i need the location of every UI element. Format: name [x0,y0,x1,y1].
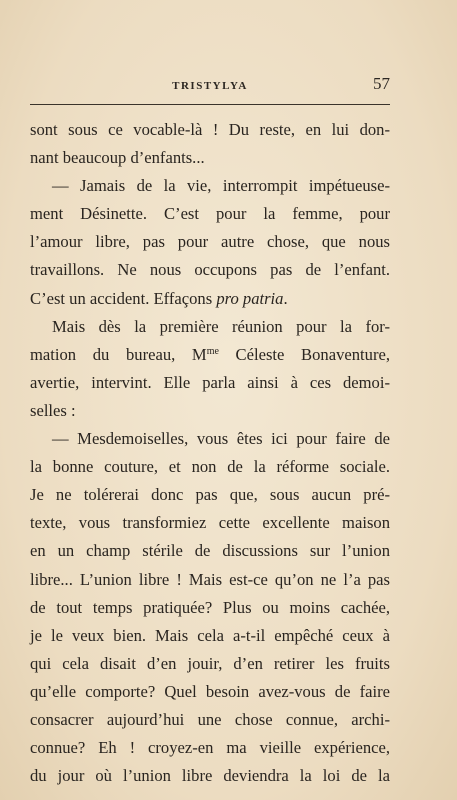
text-line: je le veux bien. Mais cela a-t-il empêché ceux à [30,625,390,645]
text-segment: mation du bureau, M [30,344,207,364]
running-title: TRISTYLYA [172,80,248,92]
text-line: consacrer aujourd’hui une chose connue, archi- [30,709,390,729]
text-line: de tout temps pratiquée? Plus ou moins cachée, [30,597,390,617]
book-page [30,0,390,800]
text-line: connue? Eh ! croyez-en ma vieille expérience, [30,738,390,758]
text-line: — Jamais de la vie, interrompit impétueuse- [52,176,390,196]
text-line: ment Désinette. C’est pour la femme, pour [30,204,390,224]
text-line [30,341,390,369]
text-line: l’amour libre, pas pour autre chose, que nous [30,232,390,252]
text-line: la bonne couture, et non de la réforme sociale. [30,457,390,477]
text-line: qui cela disait d’en jouir, d’en retirer les fruits [30,653,390,673]
text-line: du jour où l’union libre deviendra la loi de la [30,766,390,786]
text-segment: Céleste Bonaventure, [218,344,390,364]
page-header [30,72,390,96]
text-segment: . [283,288,288,308]
text-line: avertie, intervint. Elle parla ainsi à ces demoi- [30,372,390,392]
text-line: sont sous ce vocable-là ! Du reste, en lui don- [30,120,390,139]
text-line: texte, vous transformiez cette excellente maison [30,513,390,533]
text-line: libre... L’union libre ! Mais est-ce qu’on ne l’a pas [30,569,390,589]
text-line: Mais dès la première réunion pour la for- [52,316,390,336]
text-segment: C’est un accident. Effaçons [30,288,217,308]
italic-phrase: pro patria [216,288,284,308]
header-rule [30,104,390,105]
body-text [30,116,390,790]
text-line: — Mesdemoiselles, vous êtes ici pour faire de [52,429,390,449]
text-line [30,285,390,313]
page-number: 57 [373,74,390,93]
text-line: en un champ stérile de discussions sur l’union [30,541,390,561]
text-line: nant beaucoup d’enfants... [30,148,205,168]
text-line: selles : [30,400,76,420]
superscript: me [206,345,219,357]
text-line: travaillons. Ne nous occupons pas de l’enfant. [30,260,390,280]
text-line: qu’elle comporte? Quel besoin avez-vous de faire [30,681,390,701]
text-line: Je ne tolérerai donc pas que, sous aucun pré- [30,485,390,505]
